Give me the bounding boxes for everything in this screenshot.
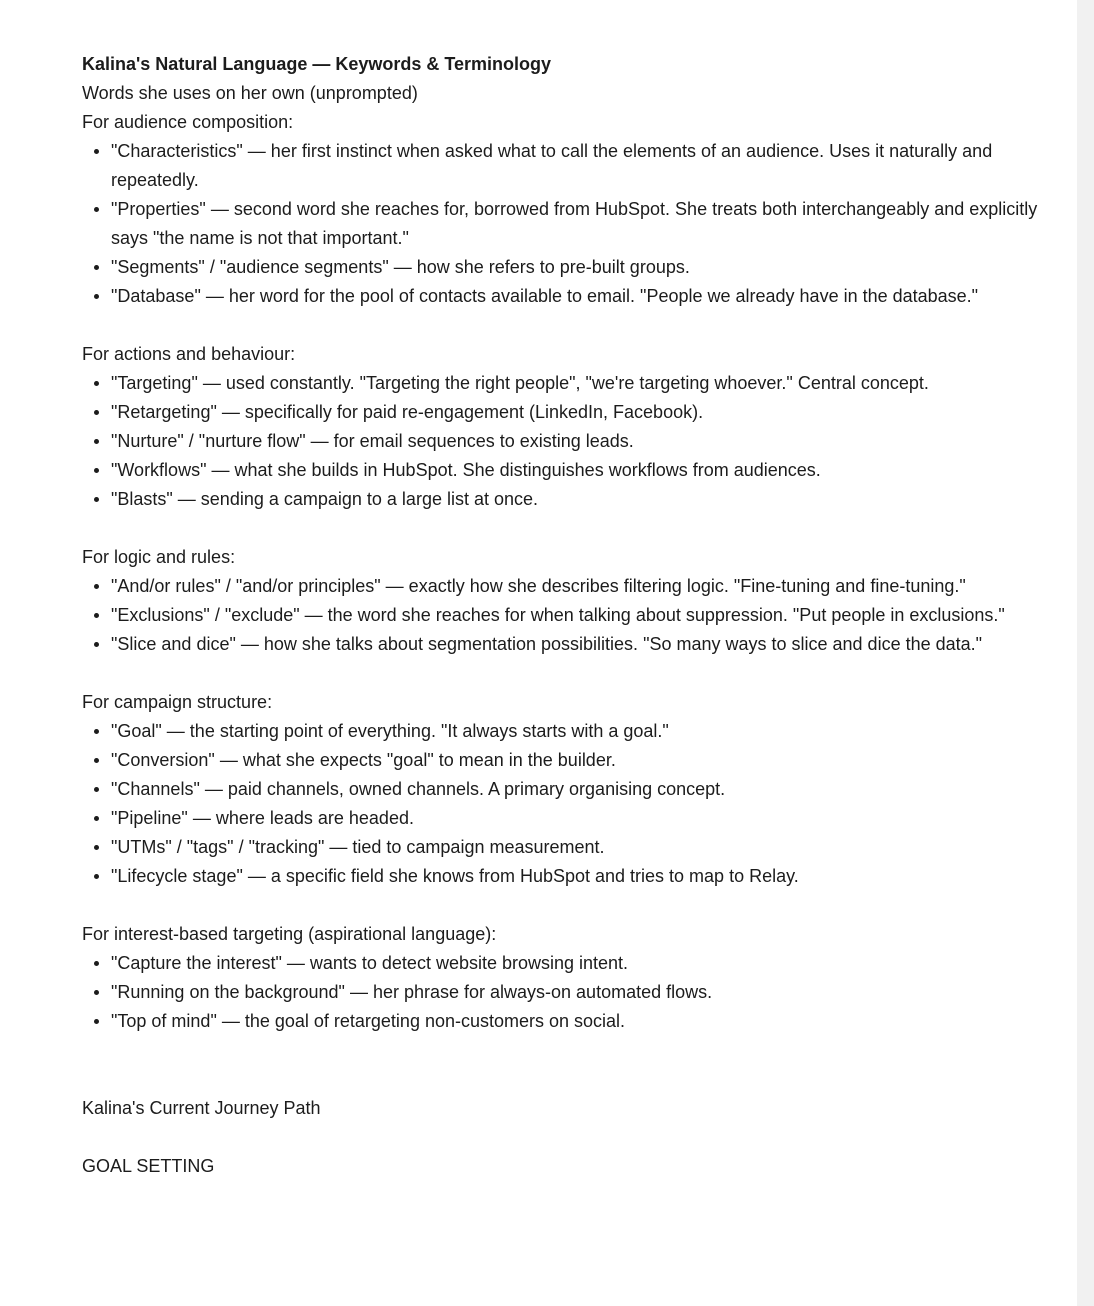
bullet-list (82, 137, 1062, 311)
section-spacer (82, 1123, 1062, 1152)
journey-heading: Kalina's Current Journey Path (82, 1098, 321, 1118)
bullet-list (82, 949, 1062, 1036)
section-heading-actions-behaviour: For actions and behaviour: (82, 344, 296, 364)
document-body (82, 50, 1062, 1181)
section-heading-audience-composition: For audience composition: (82, 112, 294, 132)
list-item: "Conversion" — what she expects "goal" to mean in the builder. (111, 746, 1062, 775)
list-item: "Slice and dice" — how she talks about segmentation possibilities. "So many ways to slice and dice the data." (111, 630, 1062, 659)
bullet-list (82, 717, 1062, 891)
section-heading-interest-targeting: For interest-based targeting (aspirational language): (82, 924, 497, 944)
bullet-list (82, 572, 1062, 659)
section-heading-campaign-structure: For campaign structure: (82, 692, 273, 712)
list-item: "Goal" — the starting point of everything. "It always starts with a goal." (111, 717, 1062, 746)
journey-subheading: GOAL SETTING (82, 1156, 215, 1176)
list-item: "Exclusions" / "exclude" — the word she reaches for when talking about suppression. "Put people in exclusions." (111, 601, 1062, 630)
document-subtitle: Words she uses on her own (unprompted) (82, 83, 418, 103)
list-item: "Capture the interest" — wants to detect website browsing intent. (111, 949, 1062, 978)
list-item: "Top of mind" — the goal of retargeting non-customers on social. (111, 1007, 1062, 1036)
list-item: "Targeting" — used constantly. "Targeting the right people", "we're targeting whoever." Central concept. (111, 369, 1062, 398)
section-spacer (82, 1036, 1062, 1094)
list-item: "Lifecycle stage" — a specific field she knows from HubSpot and tries to map to Relay. (111, 862, 1062, 891)
list-item: "Running on the background" — her phrase for always-on automated flows. (111, 978, 1062, 1007)
list-item: "And/or rules" / "and/or principles" — exactly how she describes filtering logic. "Fine-tuning and fine-tuning." (111, 572, 1062, 601)
list-item: "Retargeting" — specifically for paid re-engagement (LinkedIn, Facebook). (111, 398, 1062, 427)
list-item: "Database" — her word for the pool of contacts available to email. "People we already have in the database." (111, 282, 1062, 311)
list-item: "UTMs" / "tags" / "tracking" — tied to campaign measurement. (111, 833, 1062, 862)
list-item: "Blasts" — sending a campaign to a large list at once. (111, 485, 1062, 514)
scrollbar-track[interactable] (1077, 0, 1094, 1306)
list-item: "Channels" — paid channels, owned channels. A primary organising concept. (111, 775, 1062, 804)
section-spacer (82, 311, 1062, 340)
list-item: "Workflows" — what she builds in HubSpot. She distinguishes workflows from audiences. (111, 456, 1062, 485)
list-item: "Properties" — second word she reaches for, borrowed from HubSpot. She treats both interchangeably and explicitly says "the name is not that important." (111, 195, 1062, 253)
bullet-list (82, 369, 1062, 514)
list-item: "Segments" / "audience segments" — how she refers to pre-built groups. (111, 253, 1062, 282)
section-spacer (82, 891, 1062, 920)
list-item: "Pipeline" — where leads are headed. (111, 804, 1062, 833)
section-spacer (82, 659, 1062, 688)
list-item: "Characteristics" — her first instinct when asked what to call the elements of an audience. Uses it naturally and repeatedly. (111, 137, 1062, 195)
section-heading-logic-rules: For logic and rules: (82, 547, 236, 567)
section-spacer (82, 514, 1062, 543)
list-item: "Nurture" / "nurture flow" — for email sequences to existing leads. (111, 427, 1062, 456)
document-title: Kalina's Natural Language — Keywords & Terminology (82, 54, 552, 74)
